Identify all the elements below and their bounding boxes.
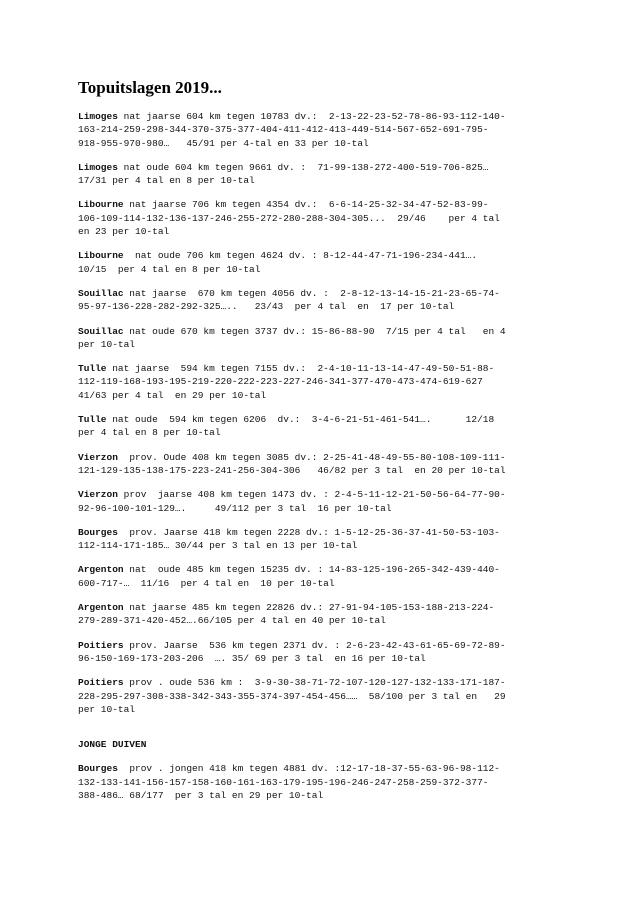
result-line: en 23 per 10-tal (78, 226, 170, 238)
result-line: nat jaarse 670 km tegen 4056 dv. : 2-8-12-13-14-15-21-23-65-74- (123, 287, 500, 299)
result-line: 132-133-141-156-157-158-160-161-163-179-195-196-246-247-258-259-372-377- (78, 776, 489, 788)
result-entry (78, 762, 566, 802)
result-line: 95-97-136-228-282-292-325….. 23/43 per 4 tal en 17 per 10-tal (78, 301, 455, 313)
page-title: Topuitslagen 2019... (78, 78, 222, 97)
race-location: Limoges (78, 111, 118, 122)
race-location: Argenton (78, 602, 124, 614)
result-line: per 4 tal en 8 per 10-tal (78, 427, 221, 439)
result-line: nat oude 604 km tegen 9661 dv. : 71-99-138-272-400-519-706-825… (117, 161, 489, 173)
result-line: 10/15 per 4 tal en 8 per 10-tal (78, 263, 261, 275)
race-location: Argenton (78, 564, 124, 576)
result-entry (78, 198, 566, 238)
result-line: nat jaarse 594 km tegen 7155 dv.: 2-4-10-11-13-14-47-49-50-51-88- (106, 363, 495, 375)
result-entry (78, 639, 566, 666)
result-line: 279-289-371-420-452….66/105 per 4 tal en 40 per 10-tal (78, 615, 386, 627)
result-line: per 10-tal (78, 703, 136, 715)
race-location: Limoges (78, 161, 118, 173)
result-entry (78, 488, 566, 515)
result-line: nat oude 485 km tegen 15235 dv. : 14-83-125-196-265-342-439-440- (123, 564, 500, 576)
section-heading: JONGE DUIVEN (78, 739, 147, 751)
result-entry (78, 451, 566, 478)
result-line: prov . jongen 418 km tegen 4881 dv. :12-17-18-37-55-63-96-98-112- (117, 763, 500, 775)
race-location: Souillac (78, 287, 124, 299)
result-line: 121-129-135-138-175-223-241-256-304-306 46/82 per 3 tal en 20 per 10-tal (78, 464, 506, 476)
result-line: 600-717-… 11/16 per 4 tal en 10 per 10-tal (78, 577, 335, 589)
result-line: 228-295-297-308-338-342-343-355-374-397-454-456…… 58/100 per 3 tal en 29 (78, 690, 506, 702)
result-entry (78, 110, 566, 150)
result-entry (78, 325, 566, 352)
result-line: per 10-tal (78, 338, 136, 350)
result-line: 92-96-100-101-129…. 49/112 per 3 tal 16 per 10-tal (78, 502, 392, 514)
results-list (78, 110, 566, 716)
document-page (78, 78, 566, 813)
young-results-list (78, 762, 566, 802)
result-line: prov. Jaarse 536 km tegen 2371 dv. : 2-6-23-42-43-61-65-69-72-89- (123, 639, 506, 651)
result-line: 17/31 per 4 tal en 8 per 10-tal (78, 175, 255, 187)
result-line: 112-114-171-185… 30/44 per 3 tal en 13 per 10-tal (78, 540, 358, 552)
race-location: Bourges (78, 526, 118, 538)
result-line: prov jaarse 408 km tegen 1473 dv. : 2-4-5-11-12-21-50-56-64-77-90- (117, 489, 506, 501)
result-line: 106-109-114-132-136-137-246-255-272-280-288-304-305... 29/46 per 4 tal (78, 212, 500, 224)
result-line: 96-150-169-173-203-206 …. 35/ 69 per 3 tal en 16 per 10-tal (78, 652, 426, 664)
race-location: Poitiers (78, 677, 124, 689)
result-line: 388-486… 68/177 per 3 tal en 29 per 10-tal (78, 789, 324, 801)
result-line: 918-955-970-980… 45/91 per 4-tal en 33 per 10-tal (78, 137, 369, 149)
result-entry (78, 563, 566, 590)
result-line: prov . oude 536 km : 3-9-30-38-71-72-107-120-127-132-133-171-187- (123, 677, 506, 689)
result-line: nat jaarse 706 km tegen 4354 dv.: 6-6-14-25-32-34-47-52-83-99- (123, 199, 489, 211)
race-location: Tulle (78, 363, 107, 375)
race-location: Vierzon (78, 489, 118, 501)
result-entry (78, 676, 566, 716)
result-entry (78, 362, 566, 402)
race-location: Bourges (78, 763, 118, 775)
result-line: nat oude 594 km tegen 6206 dv.: 3-4-6-21-51-461-541…. 12/18 (106, 414, 495, 426)
result-line: nat jaarse 485 km tegen 22826 dv.: 27-91-94-105-153-188-213-224- (123, 602, 495, 614)
result-line: prov. Oude 408 km tegen 3085 dv.: 2-25-41-48-49-55-80-108-109-111- (117, 451, 506, 463)
result-line: nat jaarse 604 km tegen 10783 dv.: 2-13-22-23-52-78-86-93-112-140- (117, 111, 506, 122)
result-line: nat oude 706 km tegen 4624 dv. : 8-12-44-47-71-196-234-441…. (123, 250, 478, 262)
result-entry (78, 601, 566, 628)
race-location: Libourne (78, 250, 124, 262)
result-entry (78, 161, 566, 188)
race-location: Libourne (78, 199, 124, 211)
race-location: Vierzon (78, 451, 118, 463)
result-line: 41/63 per 4 tal en 29 per 10-tal (78, 389, 267, 401)
result-line: 112-119-168-193-195-219-220-222-223-227-246-341-377-470-473-474-619-627 (78, 376, 483, 388)
result-entry (78, 413, 566, 440)
result-line: nat oude 670 km tegen 3737 dv.: 15-86-88-90 7/15 per 4 tal en 4 (123, 325, 506, 337)
result-entry (78, 287, 566, 314)
result-entry (78, 249, 566, 276)
result-line: prov. Jaarse 418 km tegen 2228 dv.: 1-5-12-25-36-37-41-50-53-103- (117, 526, 500, 538)
race-location: Souillac (78, 325, 124, 337)
race-location: Poitiers (78, 639, 124, 651)
race-location: Tulle (78, 414, 107, 426)
result-line: 163-214-259-298-344-370-375-377-404-411-412-413-449-514-567-652-691-795- (78, 124, 489, 136)
result-entry (78, 526, 566, 553)
